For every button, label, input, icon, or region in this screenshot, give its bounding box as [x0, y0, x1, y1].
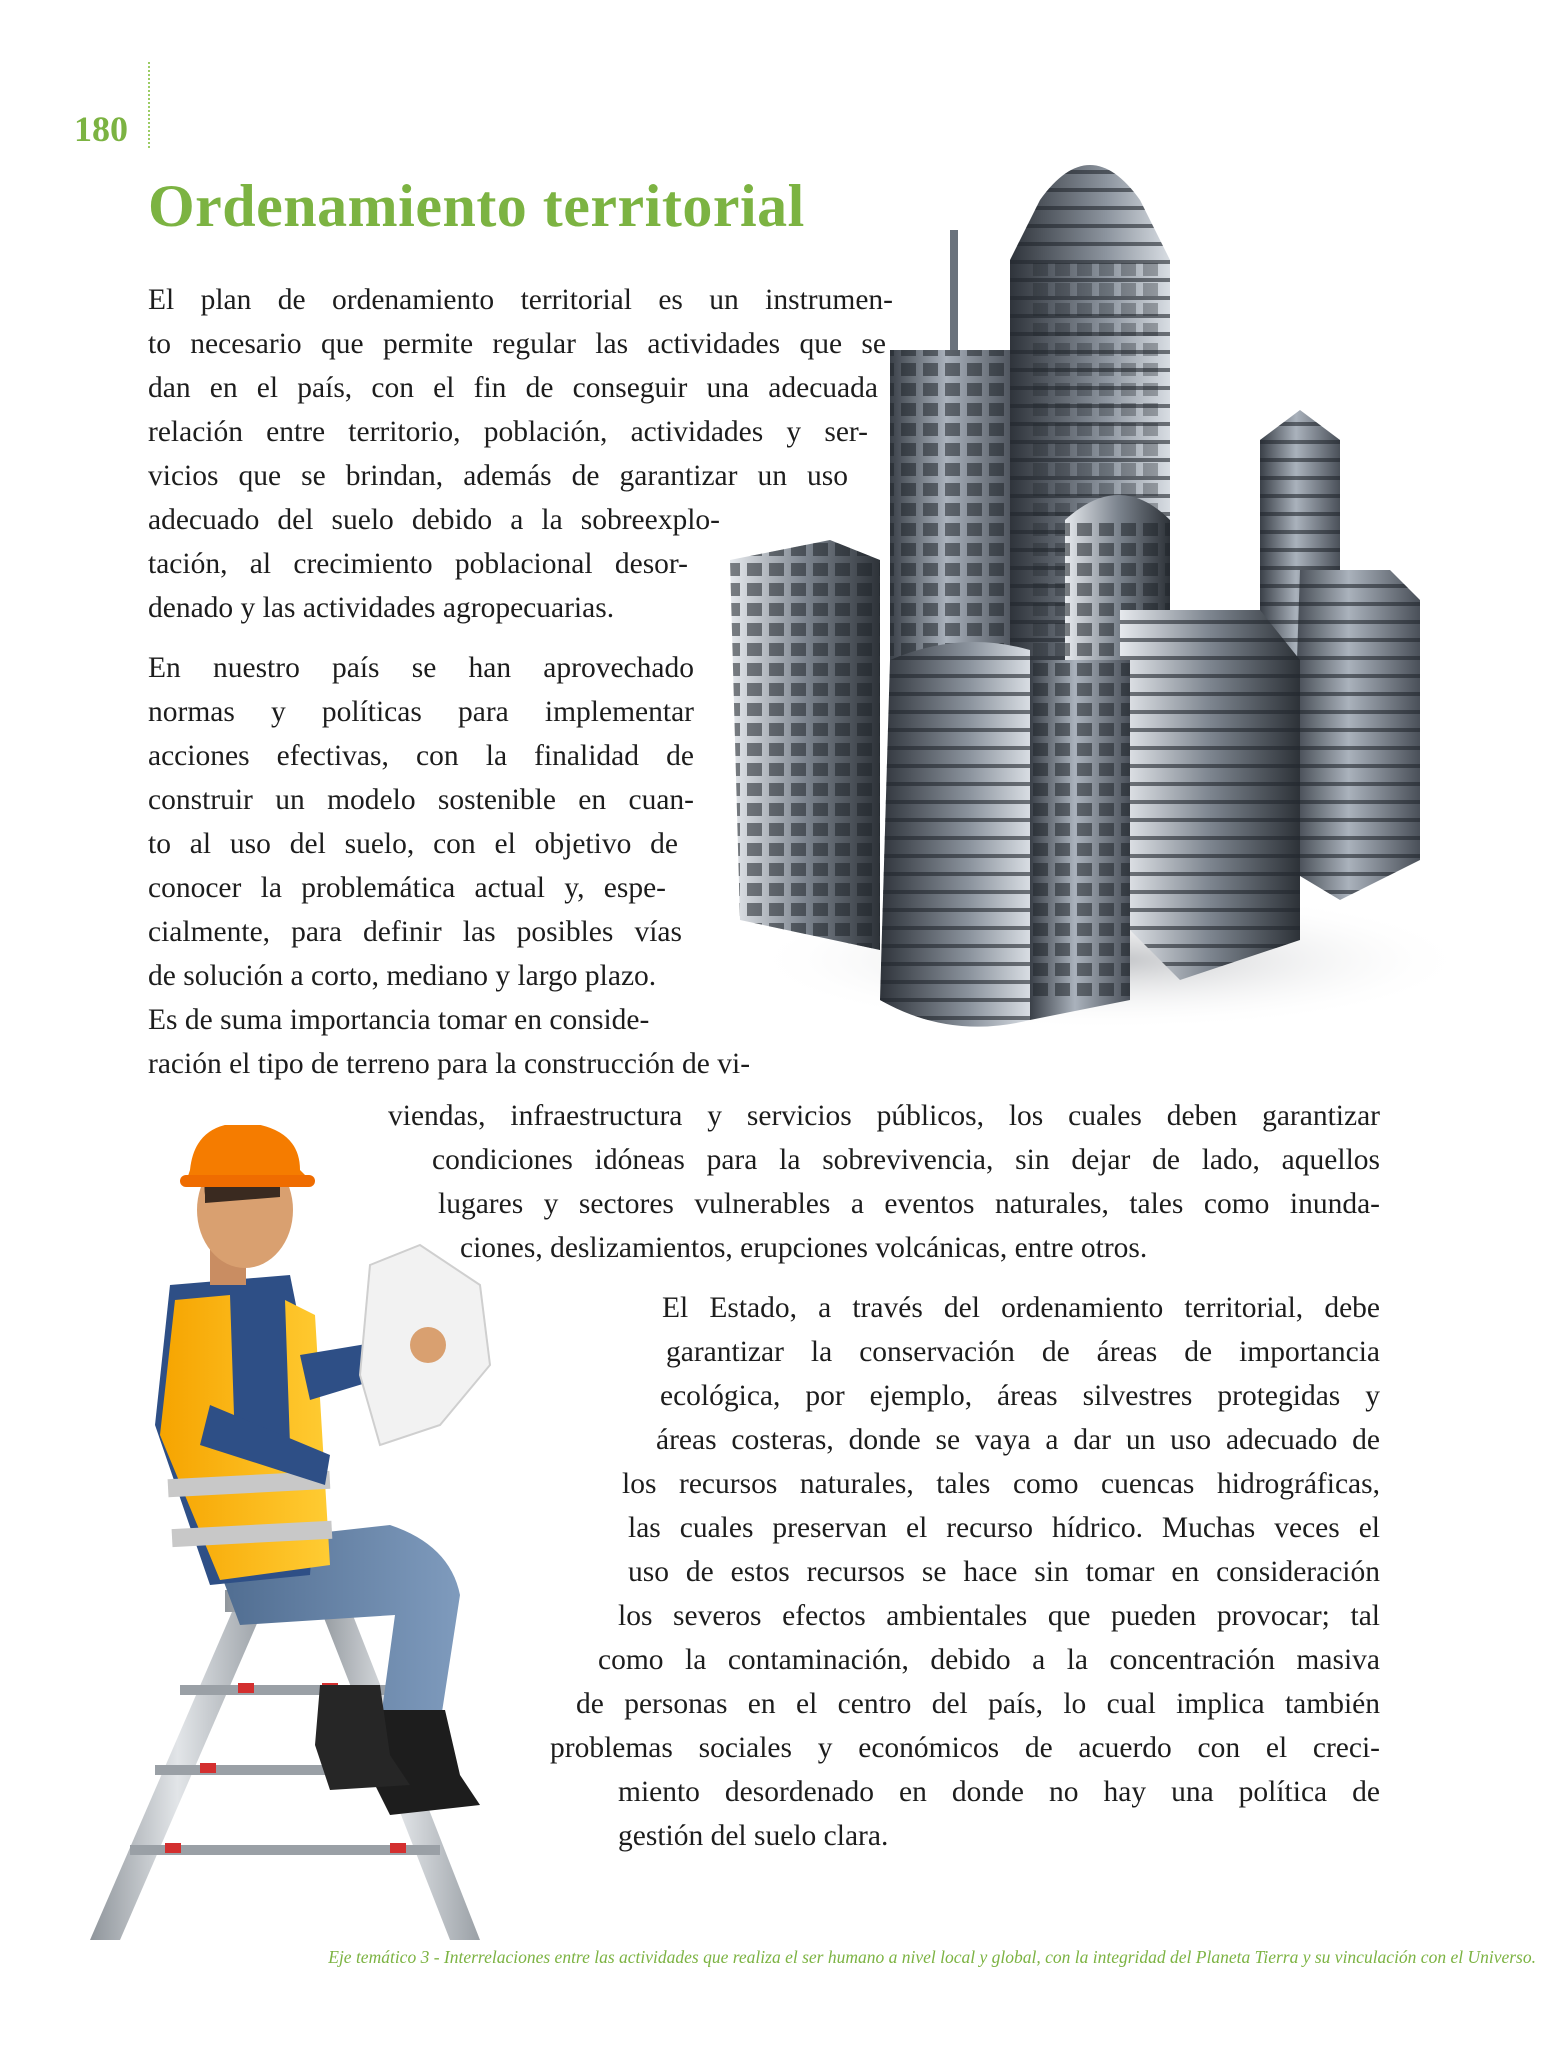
paragraph-3-line: ecológica, por ejemplo, áreas silvestres protegidas y — [660, 1380, 1380, 1412]
paragraph-3-line: uso de estos recursos se hace sin tomar en consideración — [628, 1556, 1380, 1588]
skyscrapers-image — [700, 140, 1460, 1050]
paragraph-3-line: El Estado, a través del ordenamiento territorial, debe — [662, 1292, 1380, 1324]
paragraph-1-line: El plan de ordenamiento territorial es un instrumen- — [148, 284, 893, 316]
paragraph-1-line: vicios que se brindan, además de garantizar un uso — [148, 460, 848, 492]
paragraph-2-line: viendas, infraestructura y servicios públicos, los cuales deben garantizar — [388, 1100, 1380, 1132]
paragraph-1-line: to necesario que permite regular las actividades que se — [148, 328, 886, 360]
page-footer: Eje temático 3 - Interrelaciones entre las actividades que realiza el ser humano a nivel local y global, con la integridad del Planeta Tierra y su vinculación con el Universo. — [328, 1947, 1536, 1967]
paragraph-3-line: problemas sociales y económicos de acuerdo con el creci- — [550, 1732, 1380, 1764]
paragraph-3-line: los recursos naturales, tales como cuencas hidrográficas, — [622, 1468, 1380, 1500]
paragraph-2-line: normas y políticas para implementar — [148, 696, 694, 728]
paragraph-2-line: acciones efectivas, con la finalidad de — [148, 740, 694, 772]
paragraph-3-line: como la contaminación, debido a la concentración masiva — [598, 1644, 1380, 1676]
paragraph-1-line: denado y las actividades agropecuarias. — [148, 592, 615, 624]
paragraph-1-line: tación, al crecimiento poblacional desor- — [148, 548, 688, 580]
paragraph-2-line: condiciones idóneas para la sobrevivencia, sin dejar de lado, aquellos — [432, 1144, 1380, 1176]
paragraph-1-line: adecuado del suelo debido a la sobreexplo- — [148, 504, 720, 536]
page-number-divider — [148, 62, 150, 148]
paragraph-2-line: Es de suma importancia tomar en conside- — [148, 1004, 650, 1036]
paragraph-3-line: áreas costeras, donde se vaya a dar un uso adecuado de — [656, 1424, 1380, 1456]
paragraph-2-line: conocer la problemática actual y, espe- — [148, 872, 666, 904]
page-number: 180 — [74, 109, 128, 149]
paragraph-2-line: cialmente, para definir las posibles vías — [148, 916, 682, 948]
paragraph-3-line: los severos efectos ambientales que pueden provocar; tal — [618, 1600, 1380, 1632]
paragraph-2-line: En nuestro país se han aprovechado — [148, 652, 694, 684]
paragraph-2-line: to al uso del suelo, con el objetivo de — [148, 828, 678, 860]
paragraph-2-line: de solución a corto, mediano y largo plazo. — [148, 960, 657, 992]
paragraph-3-line: gestión del suelo clara. — [618, 1820, 889, 1852]
paragraph-3-line: de personas en el centro del país, lo cual implica también — [576, 1688, 1380, 1720]
paragraph-3-line: miento desordenado en donde no hay una política de — [618, 1776, 1380, 1808]
paragraph-2-line: construir un modelo sostenible en cuan- — [148, 784, 694, 816]
paragraph-3-line: las cuales preservan el recurso hídrico. Muchas veces el — [628, 1512, 1380, 1544]
paragraph-2-line: ciones, deslizamientos, erupciones volcánicas, entre otros. — [460, 1232, 1148, 1264]
paragraph-1-line: dan en el país, con el fin de conseguir una adecuada — [148, 372, 878, 404]
page-title: Ordenamiento territorial — [148, 173, 805, 239]
paragraph-2-line: lugares y sectores vulnerables a eventos naturales, tales como inunda- — [438, 1188, 1380, 1220]
paragraph-2-line: ración el tipo de terreno para la construcción de vi- — [148, 1048, 751, 1080]
paragraph-1-line: relación entre territorio, población, actividades y ser- — [148, 416, 868, 448]
paragraph-3-line: garantizar la conservación de áreas de importancia — [666, 1336, 1380, 1368]
